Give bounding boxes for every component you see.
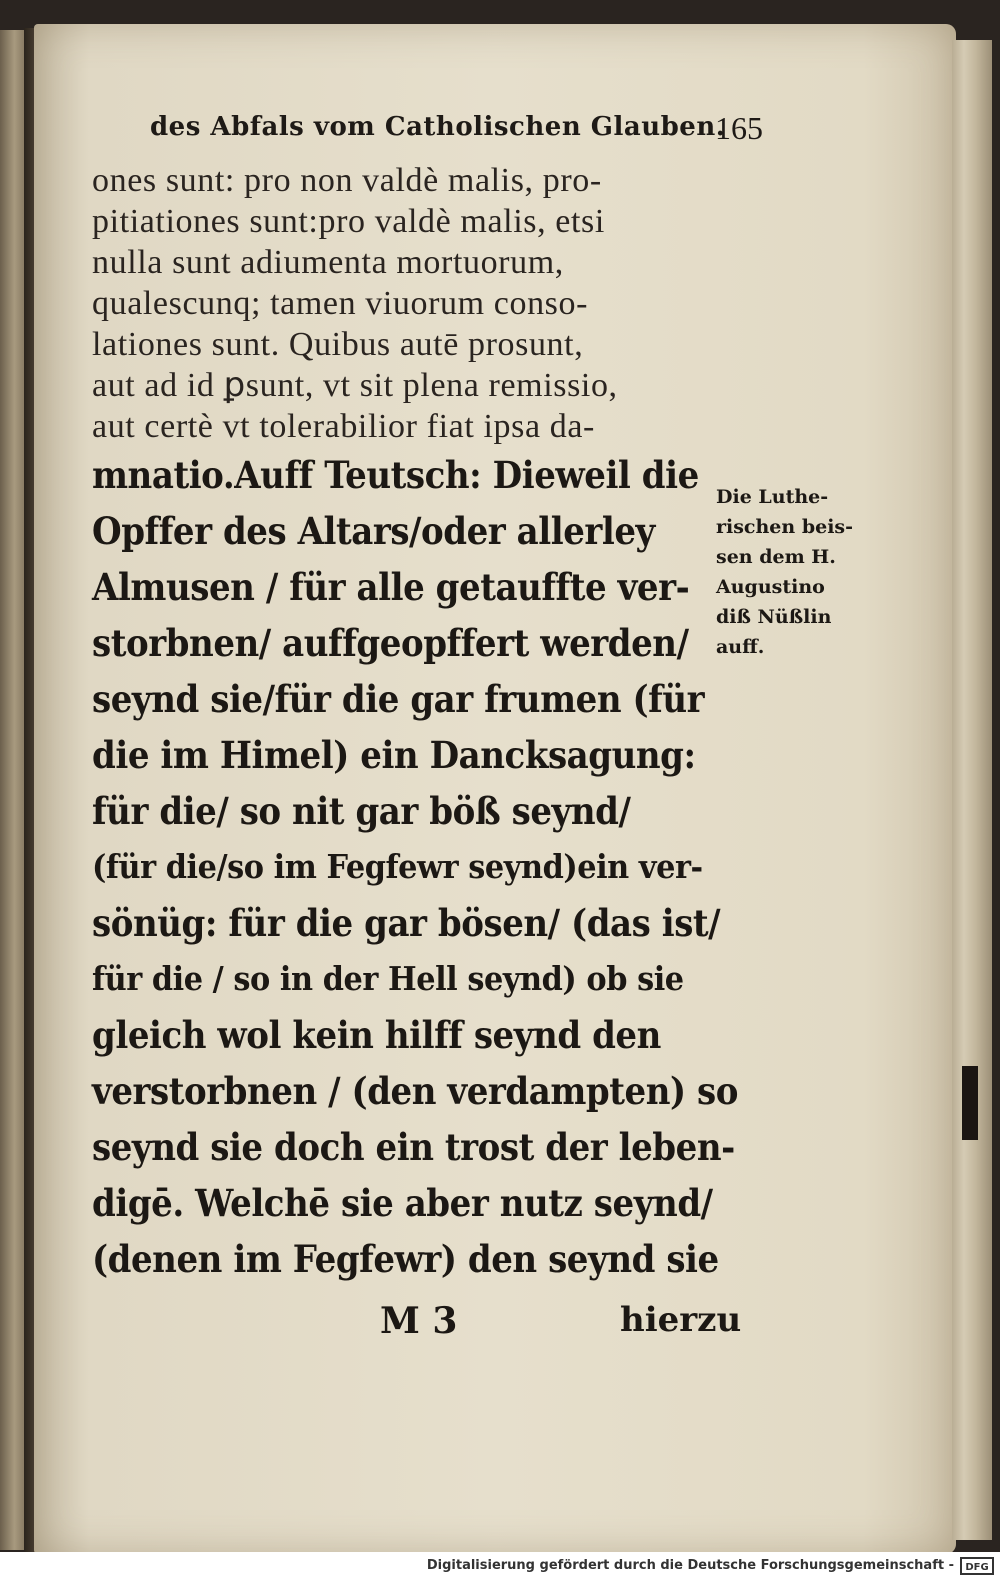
text-line: für die/ so nit gar böß seynd/ — [92, 789, 631, 833]
marginal-note-line: diß Nüßlin — [716, 606, 832, 628]
text-line: (denen im Fegfewr) den seynd sie — [92, 1237, 719, 1281]
main-text-block — [92, 160, 738, 1287]
text-line: für die / so in der Hell seynd) ob sie — [92, 959, 684, 998]
page-number: 165 — [715, 110, 763, 146]
page-edge-tab — [962, 1066, 978, 1140]
marginal-note-line: Die Luthe- — [716, 486, 829, 508]
text-line: storbnen/ auffgeopffert werden/ — [92, 621, 689, 665]
text-line: digē. Welchē sie aber nutz seynd/ — [92, 1181, 713, 1225]
text-line: gleich wol kein hilff seynd den — [92, 1013, 661, 1057]
signature-mark: M 3 — [380, 1300, 458, 1342]
text-line: Almusen / für alle getauffte ver- — [92, 565, 690, 609]
credit-bar — [0, 1552, 1000, 1583]
text-line: verstorbnen / (den verdampten) so — [92, 1069, 738, 1113]
text-line: (für die/so im Fegfewr seynd)ein ver- — [92, 847, 703, 886]
text-line: Opffer des Altars/oder allerley — [92, 509, 655, 553]
text-line: sönüg: für die gar bösen/ (das ist/ — [92, 901, 721, 945]
text-line: nulla sunt adiumenta mortuorum, — [92, 244, 564, 281]
text-line: aut ad id ꝑsunt, vt sit plena remissio, — [92, 367, 618, 404]
page-footer — [380, 1300, 742, 1350]
text-line: qualescunq; tamen viuorum conso- — [92, 285, 589, 322]
text-line: lationes sunt. Quibus autē prosunt, — [92, 326, 584, 363]
text-line: mnatio.Auff Teutsch: Dieweil die — [92, 453, 699, 497]
marginal-note — [716, 482, 866, 662]
text-line: pitiationes sunt:pro valdè malis, etsi — [92, 203, 605, 240]
marginal-note-line: rischen beis- — [716, 516, 853, 538]
running-head: des Abfals vom Catholischen Glauben. — [150, 112, 726, 142]
text-line: ones sunt: pro non valdè malis, pro- — [92, 162, 602, 199]
text-line: die im Himel) ein Dancksagung: — [92, 733, 696, 777]
text-line: seynd sie doch ein trost der leben- — [92, 1125, 735, 1169]
facing-page-edge — [0, 30, 24, 1550]
page-block-edge — [952, 40, 992, 1540]
marginal-note-line: auff. — [716, 636, 765, 658]
page-header — [150, 112, 790, 152]
text-line: seynd sie/für die gar frumen (für — [92, 677, 705, 721]
funding-credit: Digitalisierung gefördert durch die Deutsche Forschungsgemeinschaft - — [426, 1558, 954, 1573]
dfg-logo-icon: DFG — [960, 1557, 994, 1575]
marginal-note-line: Augustino — [716, 576, 825, 598]
catchword: hierzu — [620, 1300, 742, 1340]
text-line: aut certè vt tolerabilior fiat ipsa da- — [92, 408, 595, 445]
marginal-note-line: sen dem H. — [716, 546, 836, 568]
